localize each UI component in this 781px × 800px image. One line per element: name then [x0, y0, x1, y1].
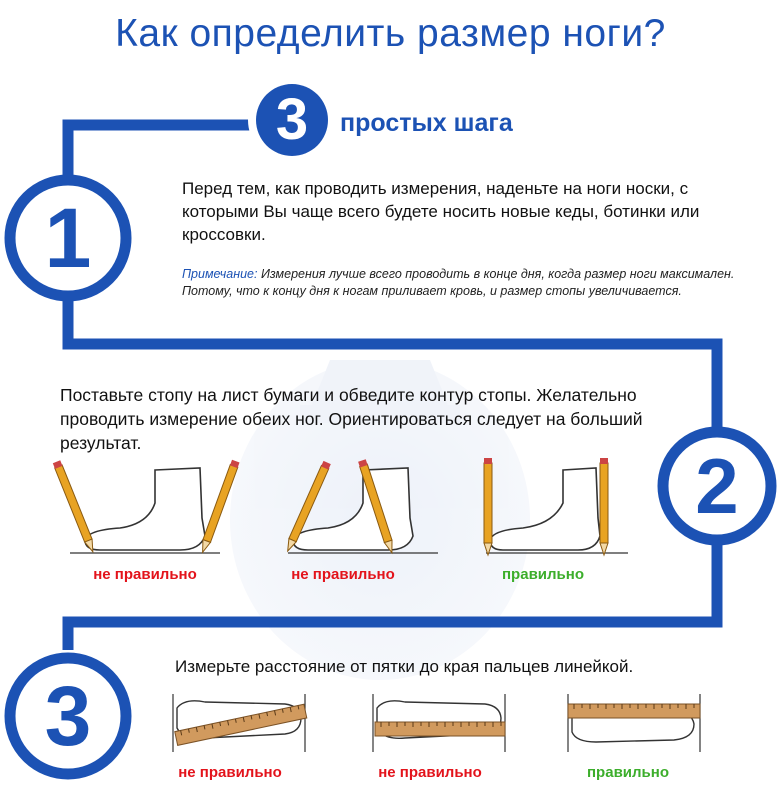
ruler-wrong-illustration-1	[165, 688, 315, 758]
page-title: Как определить размер ноги?	[115, 12, 666, 55]
step2-caption-1: не правильно	[93, 566, 197, 583]
step1-note	[182, 266, 742, 300]
step3-text: Измерьте расстояние от пятки до края пальцев линейкой.	[175, 657, 634, 676]
trace-wrong-illustration-1	[60, 458, 230, 558]
step1-text: Перед тем, как проводить измерения, наденьте на ноги носки, с которыми Вы чаще всего будете носить новые кеды, ботинки или кроссовки.	[182, 179, 700, 244]
steps-badge-number: 3	[275, 87, 309, 152]
step3-caption-1: не правильно	[178, 764, 282, 781]
trace-right-illustration	[478, 458, 648, 558]
ruler-wrong-illustration-2	[365, 688, 515, 758]
note-text: Измерения лучше всего проводить в конце дня, когда размер ноги максимален. Потому, что к концу дня к ногам приливает кровь, и размер стопы увеличивается.	[182, 267, 735, 298]
step2-number: 2	[695, 442, 739, 530]
note-label: Примечание:	[182, 267, 258, 281]
step3-caption-3: правильно	[587, 764, 669, 781]
step2-text: Поставьте стопу на лист бумаги и обведите контур стопы. Желательно проводить измерение обеих ног. Ориентироваться следует на больший результат.	[60, 385, 643, 453]
trace-wrong-illustration-2	[278, 458, 448, 558]
step3-number: 3	[44, 669, 92, 763]
step1-number: 1	[44, 191, 92, 285]
ruler-right-illustration	[562, 688, 712, 758]
steps-label: простых шага	[340, 109, 513, 137]
step3-caption-2: не правильно	[378, 764, 482, 781]
step2-caption-2: не правильно	[291, 566, 395, 583]
step2-caption-3: правильно	[502, 566, 584, 583]
